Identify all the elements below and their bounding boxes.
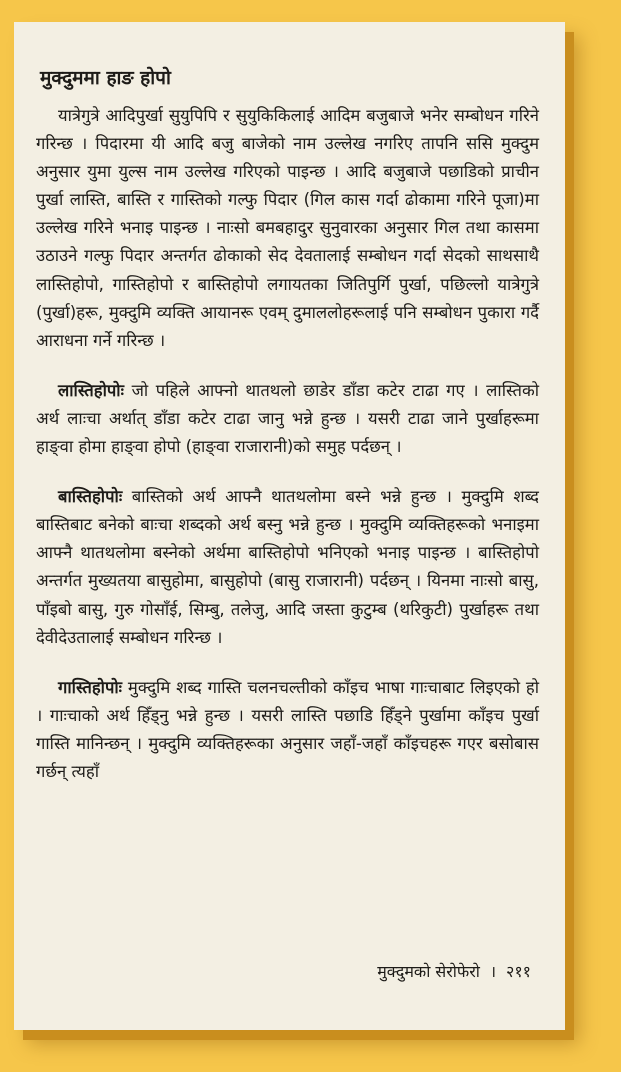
term-gastihopo: गास्तिहोपोः: [58, 677, 123, 697]
paragraph-intro: [36, 102, 539, 355]
paragraph-lasti: [36, 377, 539, 461]
paragraph-lasti-text: जो पहिले आफ्नो थातथलो छाडेर डाँडा कटेर टाढा गए । लास्तिको अर्थ लाःचा अर्थात् डाँडा कटेर टाढा जानु भन्ने हुन्छ । यसरी टाढा जाने पुर्खाहरूमा हाङ्वा होमा हाङ्वा होपो (हाङ्वा राजारानी)को समुह पर्दछन् ।: [36, 380, 539, 457]
paragraph-gasti: [36, 674, 539, 786]
term-bastihopo: बास्तिहोपोः: [58, 487, 123, 507]
page-footer: [377, 962, 531, 982]
footer-book-title: मुक्दुमको सेरोफेरो: [377, 962, 480, 981]
section-heading: मुक्दुममा हाङ होपो: [40, 67, 171, 89]
page-number: २११: [506, 962, 531, 981]
paragraph-basti: [36, 483, 539, 652]
paragraph-intro-text: यात्रेगुत्रे आदिपुर्खा सुयुपिपि र सुयुकिकिलाई आदिम बजुबाजे भनेर सम्बोधन गरिने गरिन्छ । पिदारमा यी आदि बजु बाजेको नाम उल्लेख नगरिए तापनि ससि मुक्दुम अनुसार युमा युल्स नाम उल्लेख गरिएको पाइन्छ । आदि बजुबाजे पछाडिको प्राचीन पुर्खा लास्ति, बास्ति र गास्तिको गल्फु पिदार (गिल कास गर्दा ढोकामा गरिने पूजा)मा उल्लेख गरिने भनाइ पाइन्छ । नाःसो बमबहादुर सुनुवारका अनुसार गिल तथा कासमा उठाउने गल्फु पिदार अन्तर्गत ढोकाको सेद देवतालाई सम्बोधन गर्दा सेदको साथसाथै लास्तिहोपो, गास्तिहोपो र बास्तिहोपो लगायतका जितिपुर्गि पुर्खा, पछिल्लो यात्रेगुत्रे (पुर्खा)हरू, मुक्दुमि व्यक्ति आयानरू एवम् दुमाललोहरूलाई पनि सम्बोधन पुकारा गर्दै आराधना गर्ने गरिन्छ ।: [36, 106, 539, 350]
paragraph-basti-text: बास्तिको अर्थ आफ्नै थातथलोमा बस्ने भन्ने हुन्छ । मुक्दुमि शब्द बास्तिबाट बनेको बाःचा शब्दको अर्थ बस्नु भन्ने हुन्छ । मुक्दुमि व्यक्तिहरूको भनाइमा आफ्नै थातथलोमा बस्नेको अर्थमा बास्तिहोपो भनिएको भनाइ पाइन्छ । बास्तिहोपो अन्तर्गत मुख्यतया बासुहोमा, बासुहोपो (बासु राजारानी) पर्दछन् । यिनमा नाःसो बासु, पाँइबो बासु, गुरु गोसाँई, सिम्बु, तलेजु, आदि जस्ता कुटुम्ब (थरिकुटी) पुर्खाहरू तथा देवीदेउतालाई सम्बोधन गरिन्छ ।: [36, 487, 539, 647]
footer-separator: ।: [489, 962, 497, 981]
book-page: [14, 22, 565, 1030]
paragraph-gasti-text: मुक्दुमि शब्द गास्ति चलनचल्तीको काँइच भाषा गाःचाबाट लिइएको हो । गाःचाको अर्थ हिँड्नु भन्ने हुन्छ । यसरी लास्ति पछाडि हिँड्ने पुर्खामा काँइच पुर्खा गास्ति मानिन्छन् । मुक्दुमि व्यक्तिहरूका अनुसार जहाँ-जहाँ काँइचहरू गएर बसोबास गर्छन् त्यहाँ: [36, 677, 539, 781]
term-lastihopo: लास्तिहोपोः: [58, 380, 124, 400]
